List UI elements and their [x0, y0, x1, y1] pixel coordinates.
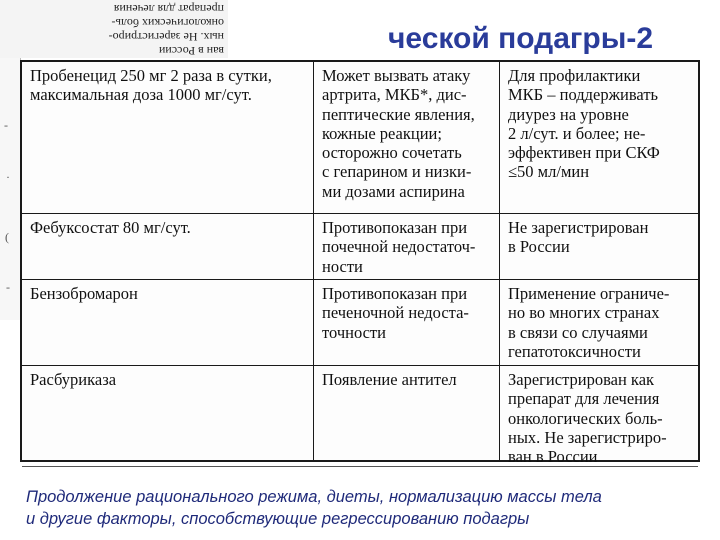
cell-line: но во многих странах — [508, 303, 660, 323]
cell-line: ных. Не зарегистриро- — [508, 427, 667, 447]
scan-margin — [0, 58, 21, 320]
footer-note — [26, 486, 716, 530]
drug-table — [20, 60, 700, 467]
drug-cell — [22, 62, 314, 213]
table-row — [22, 214, 698, 280]
scan-fragment-line: онкологических боль- — [111, 16, 224, 30]
cell-line: Бензобромарон — [30, 284, 138, 303]
cell-line: точности — [322, 322, 386, 342]
footer-line: Продолжение рационального режима, диеты, нормализацию массы тела — [26, 488, 602, 506]
cell-line: эффективен при СКФ — [508, 143, 660, 163]
scan-fragment — [0, 0, 228, 58]
cell-line: онкологических боль- — [508, 408, 663, 428]
cell-line: Противопоказан при — [322, 284, 468, 303]
scan-mark: - — [6, 280, 10, 294]
cell-line: максимальная доза 1000 мг/сут. — [30, 85, 252, 105]
cell-line: почечной недостаточ- — [322, 237, 476, 257]
cell-line: препарат для лечения — [508, 389, 660, 409]
cell-line: в России — [508, 237, 570, 257]
drug-cell — [22, 366, 314, 460]
notes-cell — [500, 280, 698, 365]
divider — [22, 466, 698, 467]
cell-line: артрита, МКБ*, дис- — [322, 85, 467, 105]
scan-fragment-line: ван в России — [158, 44, 224, 58]
scan-mark: - — [4, 118, 8, 132]
table-row — [22, 366, 698, 467]
cell-line: в связи со случаями — [508, 322, 648, 342]
cell-line: Противопоказан при — [322, 218, 468, 237]
cell-line: гепатотоксичности — [508, 341, 641, 361]
cell-line: ≤50 мл/мин — [508, 162, 590, 182]
cell-line: Не зарегистрирован — [508, 218, 649, 237]
cell-line: Зарегистрирован как — [508, 370, 655, 389]
drug-cell — [22, 214, 314, 279]
effects-cell — [314, 62, 500, 213]
cell-line: Расбуриказа — [30, 370, 117, 389]
cell-line: Появление антител — [322, 370, 457, 389]
scan-mark: ( — [5, 230, 9, 244]
scan-fragment-text — [4, 2, 224, 58]
scan-fragment-line: ных. Не зарегистриро- — [108, 30, 224, 44]
slide-title: ческой подагры-2 — [388, 22, 654, 55]
effects-cell — [314, 366, 500, 460]
scan-mark: · — [6, 170, 10, 184]
cell-line: Применение ограниче- — [508, 284, 670, 303]
cell-line: диурез на уровне — [508, 104, 629, 124]
scan-fragment-line: препарат для лечения — [113, 2, 224, 16]
cell-line: кожные реакции; — [322, 123, 442, 143]
drug-cell — [22, 280, 314, 365]
cell-line: Фебуксостат 80 мг/сут. — [30, 218, 191, 237]
footer-line: и другие факторы, способствующие регрессированию подагры — [26, 510, 530, 528]
cell-line: 2 л/сут. и более; не- — [508, 123, 646, 143]
notes-cell — [500, 214, 698, 279]
cell-line: осторожно сочетать — [322, 143, 462, 163]
effects-cell — [314, 214, 500, 279]
table-row — [22, 62, 698, 214]
cell-line: Пробенецид 250 мг 2 раза в сутки, — [30, 66, 272, 85]
cell-line: ности — [322, 256, 363, 276]
cell-line: Может вызвать атаку — [322, 66, 471, 85]
cell-line: пептические явления, — [322, 104, 475, 124]
table-row — [22, 280, 698, 366]
cell-line: Для профилактики — [508, 66, 641, 85]
cell-line: с гепарином и низки- — [322, 162, 472, 182]
notes-cell — [500, 62, 698, 213]
effects-cell — [314, 280, 500, 365]
cell-line: ми дозами аспирина — [322, 181, 465, 201]
cell-line: печеночной недоста- — [322, 303, 469, 323]
cell-line: ван в России — [508, 447, 598, 467]
cell-line: МКБ – поддерживать — [508, 85, 659, 105]
notes-cell — [500, 366, 698, 467]
